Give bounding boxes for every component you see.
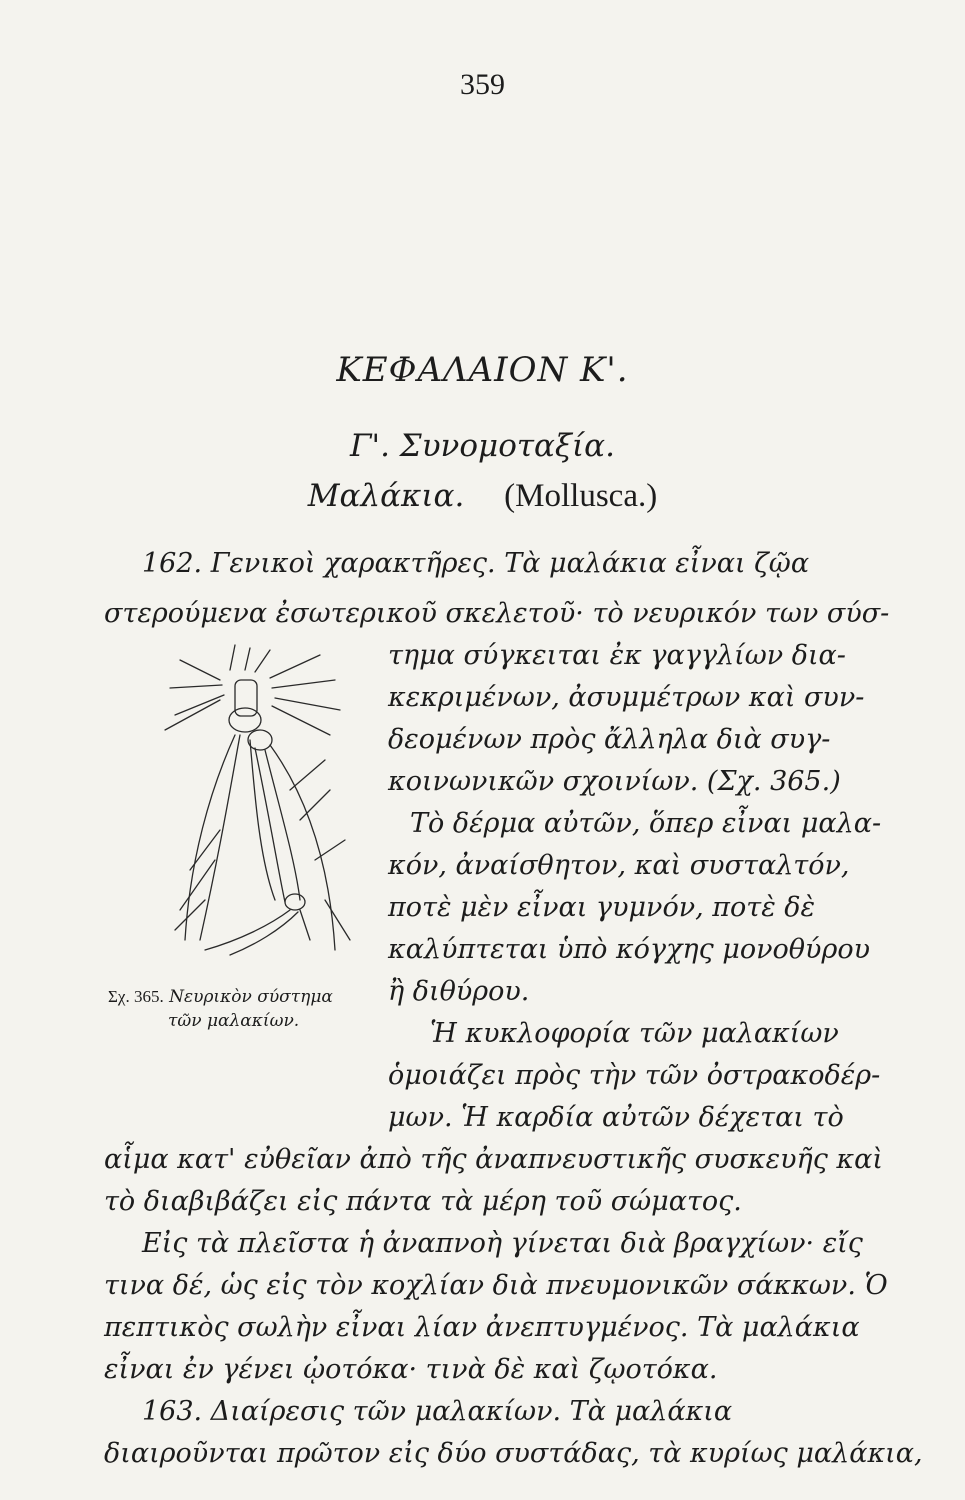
text-line: τημα σύγκειται ἐκ γαγγλίων δια-: [388, 640, 846, 671]
text-line: πεπτικὸς σωλὴν εἶναι λίαν ἀνεπτυγμένος. Τὰ μαλάκια: [104, 1312, 860, 1343]
text-line: 162. Γενικοὶ χαρακτῆρες. Τὰ μαλάκια εἶναι ζῷα: [142, 548, 810, 579]
nervous-system-illustration: [160, 640, 370, 970]
text-line: Εἰς τὰ πλεῖστα ἡ ἀναπνοὴ γίνεται διὰ βραγχίων· εἴς: [142, 1228, 863, 1259]
subtitle: [0, 478, 965, 515]
caption-text: τῶν μαλακίων.: [168, 1011, 300, 1031]
text-line: ποτὲ μὲν εἶναι γυμνόν, ποτὲ δὲ: [388, 892, 816, 923]
figure-caption: [108, 985, 388, 1033]
text-line: εἶναι ἐν γένει ᾠοτόκα· τινὰ δὲ καὶ ζῳοτόκα.: [104, 1354, 718, 1385]
text-line: διαιροῦνται πρῶτον εἰς δύο συστάδας, τὰ κυρίως μαλάκια,: [104, 1438, 923, 1469]
text-line: μων. Ἡ καρδία αὐτῶν δέχεται τὸ: [388, 1102, 844, 1133]
text-line: αἷμα κατ' εὐθεῖαν ἀπὸ τῆς ἀναπνευστικῆς συσκευῆς καὶ: [104, 1144, 883, 1175]
text-line: κόν, ἀναίσθητον, καὶ συσταλτόν,: [388, 850, 850, 881]
text-line: ὁμοιάζει πρὸς τὴν τῶν ὀστρακοδέρ-: [388, 1060, 881, 1091]
caption-text: Νευρικὸν σύστημα: [169, 987, 333, 1007]
text-line: κοινωνικῶν σχοινίων. (Σχ. 365.): [388, 766, 841, 797]
caption-label: Σχ. 365.: [108, 987, 164, 1006]
chapter-title: ΚΕΦΑΛΑΙΟΝ Κ'.: [336, 350, 629, 390]
text-line: τινα δέ, ὡς εἰς τὸν κοχλίαν διὰ πνευμονικῶν σάκκων. Ὁ: [104, 1270, 888, 1301]
subtitle-latin: (Mollusca.): [504, 478, 658, 514]
text-line: ἢ διθύρου.: [388, 976, 530, 1007]
text-line: 163. Διαίρεσις τῶν μαλακίων. Τὰ μαλάκια: [142, 1396, 733, 1427]
text-line: καλύπτεται ὑπὸ κόγχης μονοθύρου: [388, 934, 870, 965]
text-line: κεκριμένων, ἀσυμμέτρων καὶ συν-: [388, 682, 865, 713]
page-number: 359: [460, 68, 505, 101]
text-line: Ἡ κυκλοφορία τῶν μαλακίων: [430, 1018, 839, 1049]
text-line: στερούμενα ἐσωτερικοῦ σκελετοῦ· τὸ νευρικόν των σύσ-: [104, 598, 890, 629]
text-line: Τὸ δέρμα αὐτῶν, ὅπερ εἶναι μαλα-: [410, 808, 882, 839]
subtitle-greek: Μαλάκια.: [307, 478, 465, 514]
text-line: δεομένων πρὸς ἄλληλα διὰ συγ-: [388, 724, 831, 755]
text-line: τὸ διαβιβάζει εἰς πάντα τὰ μέρη τοῦ σώματος.: [104, 1186, 742, 1217]
section-title: Γ'. Συνομοταξία.: [350, 428, 615, 464]
